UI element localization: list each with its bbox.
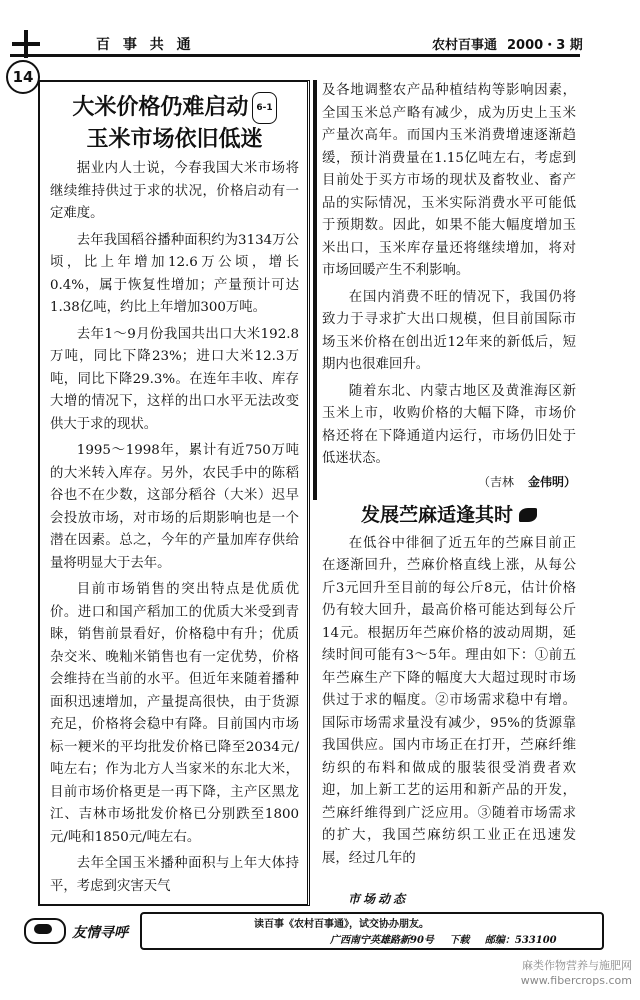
article1-title-line1: 大米价格仍难启动 [72, 94, 249, 120]
watermark-line2: www.fibercrops.com [520, 974, 632, 987]
article2-title-text: 发展苎麻适逢其时 [360, 503, 513, 526]
article1-paragraph: 1995～1998年，累计有近750万吨的大米转入库存。另外，农民手中的陈稻谷也不在少数，这部分稻谷（大米）迟早会投放市场，对市场的后期影响也是一个潜在因素。总之，今年的产量加库存供给量将明显大于去年。 [50, 443, 299, 571]
article1-cont-paragraph: 随着东北、内蒙古地区及黄淮海区新玉米上市，收购价格的大幅下降，市场价格还将在下降通道内运行，市场仍旧处于低迷状态。 [322, 383, 576, 466]
article2-title [322, 500, 576, 527]
header-rule [10, 54, 580, 57]
article1-paragraph: 去年全国玉米播种面积与上年大体持平，考虑到灾害天气 [50, 856, 299, 894]
article1-cont-paragraph: 在国内消费不旺的情况下，我国仍将致力于寻求扩大出口规模，但目前国际市场玉米价格在创出近12年来的新低后，短期内也很难回升。 [322, 289, 576, 372]
leaf-icon [519, 508, 537, 522]
footer-dept: 下载 [449, 935, 470, 946]
footer-line2 [330, 931, 557, 946]
issue-number: 2000・3 期 [507, 38, 583, 53]
footer-zip: 邮编：533100 [484, 935, 557, 946]
pager-logo-icon [24, 918, 66, 944]
byline-region: （吉林 [477, 474, 514, 489]
page-footer [10, 910, 610, 950]
right-column [318, 80, 580, 906]
header-right-title [432, 34, 583, 53]
article2-paragraph: 在低谷中徘徊了近五年的苎麻目前正在逐渐回升，苎麻价格直线上涨，从每公斤3元回升至目前的每公斤8元，估计价格仍有较大回升，最高价格可能达到每公斤14元。根据历年苎麻价格的波动周期，延续时间可能有3～5年。理由如下：①前五年苎麻生产下降的幅度大大超过现时市场供过于求的幅度。②市场需求稳中有增。国际市场需求量没有减少，95%的货源靠我国供应。国内市场正在打开，苎麻纤维纺织的布料和做成的服装很受消费者欢迎，加上新工艺的运用和新产品的开发，苎麻纤维得到广泛应用。③随着市场需求的扩大，我国苎麻纺织工业正在迅速发展，经过几年的 [322, 535, 576, 866]
article1-byline [322, 473, 576, 490]
column-separator [313, 80, 317, 500]
footer-info-box [140, 912, 604, 950]
header-left-title: 百 事 共 通 [96, 37, 195, 53]
page-header [0, 30, 640, 74]
footer-slogan: 友情寻呼 [72, 925, 128, 941]
article1-paragraph: 目前市场销售的突出特点是优质优价。进口和国产稻加工的优质大米受到青睐，销售前景看好，价格稳中有升；优质杂交米、晚籼米销售也有一定优势，价格会维持在当前的水平。但近年来随着播种面积迅速增加，产量提高很快，由于货源充足，价格将会稳中有降。目前国内市场标一粳米的平均批发价格已降至2034元/吨左右；作为北方人当家米的东北大米，目前市场价格更是一再下降，主产区黑龙江、吉林市场批发价格已分别跌至1800元/吨和1850元/吨左右。 [50, 582, 299, 845]
section-band-label: 市场动态 [348, 892, 409, 906]
article1-paragraph: 去年我国稻谷播种面积约为3134万公顷，比上年增加12.6万公顷，增长0.4%，属于恢复性增加；产量预计可达1.38亿吨，约比上年增加300万吨。 [50, 232, 299, 315]
byline-author: 金伟明） [527, 474, 576, 489]
article-tag: 6-1 [252, 92, 276, 124]
article1-paragraph: 据业内人士说，今春我国大米市场将继续维持供过于求的状况，价格启动有一定难度。 [50, 161, 299, 221]
page-number: 14 [6, 60, 40, 94]
site-watermark [468, 958, 632, 988]
left-column [38, 80, 310, 906]
article1-title [50, 92, 299, 154]
magazine-name: 农村百事通 [432, 38, 498, 53]
watermark-line1: 麻类作物营养与施肥网 [522, 959, 632, 972]
footer-line1: 读百事《农村百事通》，试交协办朋友。 [254, 919, 429, 930]
article1-title-line2: 玉米市场依旧低迷 [86, 126, 263, 152]
article1-cont-paragraph: 及各地调整农产品种植结构等影响因素，全国玉米总产略有减少，成为历史上玉米产量次高年。而国内玉米消费增速逐渐趋缓，预计消费量在1.15亿吨左右，考虑到目前处于买方市场的现状及畜牧业、畜产品的实际情况，玉米实际消费水平可能低于预期数。因此，如果不能大幅度增加玉米出口，玉米库存量还将继续增加，将对市场回暖产生不利影响。 [322, 83, 576, 278]
footer-address: 广西南宁英雄路新90号 [330, 935, 434, 946]
article1-paragraph: 去年1～9月份我国共出口大米192.8万吨，同比下降23%；进口大米12.3万吨，同比下降29.3%。在连年丰收、库存大增的情况下，这样的出口水平无法改变供大于求的现状。 [50, 326, 299, 432]
